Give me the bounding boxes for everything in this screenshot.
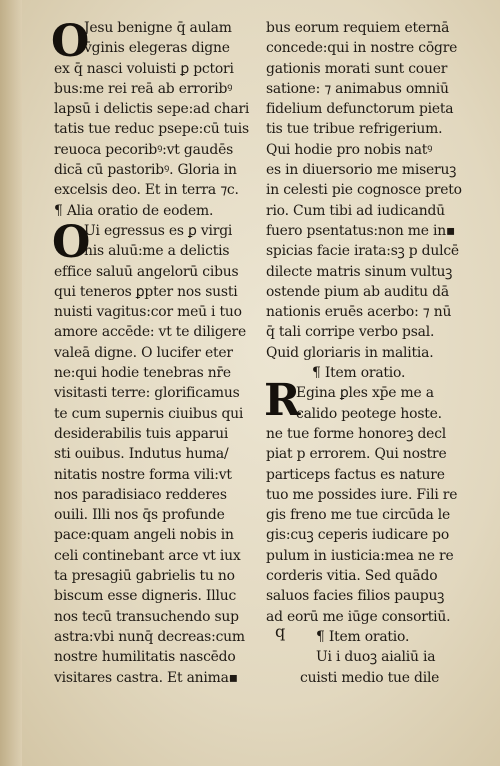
- text-line: nos tecū transuchendo sup: [54, 608, 239, 625]
- text-line: effice saluū angelorū cibus: [54, 263, 239, 280]
- text-line: nos paradisiaco redderes: [54, 486, 227, 503]
- text-line: valeā digne. O lucifer eter: [54, 344, 233, 361]
- text-line: Quid gloriaris in malitia.: [266, 344, 434, 361]
- text-line: qui teneros ꝑpter nos susti: [54, 283, 238, 300]
- text-line: satione: ⁊ animabus omniū: [266, 80, 449, 97]
- text-line: rio. Cum tibi ad iudicandū: [266, 202, 445, 219]
- text-line: bus eorum requiem eternā: [266, 20, 450, 36]
- text-line: gis:cuꝫ ceperis iudicare po: [266, 527, 450, 544]
- text-line: ouili. Illi nos q̄s profunde: [54, 507, 225, 524]
- text-line: ad eorū me iūge consortiū.: [266, 608, 451, 625]
- text-line: gationis morati sunt couer: [266, 60, 448, 77]
- drop-initial-r: R: [264, 375, 301, 426]
- text-line: biscum esse digneris. Illuc: [54, 588, 237, 605]
- text-line: nostre humilitatis nascēdo: [54, 649, 236, 666]
- text-line: fuero psentatus:non me in▪: [266, 222, 456, 239]
- text-line: excelsis deo. Et in terra ⁊c.: [54, 182, 239, 199]
- section-heading: ¶ Item oratio.: [312, 365, 406, 382]
- drop-initial-o-second: O: [52, 217, 91, 268]
- text-line: calido peotege hoste.: [296, 405, 442, 422]
- left-column: [51, 16, 260, 688]
- text-line: pulum in iusticia:mea ne re: [266, 547, 454, 564]
- text-line: ta presagiū gabrielis tu no: [54, 568, 235, 585]
- text-line: visitasti terre: glorificamus: [54, 385, 240, 402]
- text-line: sti ouibus. Indutus huma/: [54, 446, 229, 463]
- text-line: nitatis nostre forma vili:vt: [54, 466, 232, 483]
- text-line: fidelium defunctorum pieta: [266, 101, 454, 118]
- text-line: visitares castra. Et anima▪: [54, 669, 238, 686]
- text-line: reuoca pecoribꝰ:vt gaudēs: [54, 141, 234, 158]
- text-line: gis freno me tue circūda le: [266, 507, 451, 524]
- text-line: ex q̄ nasci voluisti ꝑ pctori: [54, 60, 234, 77]
- text-line: tatis tue reduc psepe:cū tuis: [54, 121, 249, 138]
- text-line: es in diuersorio me miseruꝫ: [266, 162, 457, 179]
- section-heading: ¶ Item oratio.: [316, 628, 410, 645]
- text-line: amore accēde: vt te diligere: [54, 324, 247, 341]
- page-binding-shadow: [0, 0, 22, 766]
- text-line: tis tue tribue refrigerium.: [266, 121, 443, 138]
- text-line: cuisti medio tue dile: [300, 669, 440, 686]
- text-line: Ui i duoꝫ aialiū ia: [316, 649, 436, 666]
- text-line: pace:quam angeli nobis in: [54, 527, 234, 544]
- text-line: astra:vbi nunq̄ decreas:cum: [54, 628, 245, 645]
- text-line: particeps factus es nature: [266, 466, 445, 483]
- text-line: nuisti vagitus:cor meū i tuo: [54, 304, 242, 321]
- text-line: piat p errorem. Qui nostre: [266, 446, 447, 463]
- text-line: Qui hodie pro nobis natꝰ: [266, 141, 433, 158]
- text-line: nis aluū:me a delictis: [84, 243, 230, 260]
- text-line: celi continebant arce vt iux: [54, 547, 241, 564]
- text-line: v̄ginis elegeras digne: [84, 40, 230, 57]
- text-line: saluos facies filios paupuꝫ: [266, 588, 445, 605]
- text-line: concede:qui in nostre cōgre: [266, 40, 458, 57]
- text-line: ne tue forme honoreꝫ decl: [266, 425, 447, 442]
- text-line: Egina ꝑles xp̄e me a: [296, 385, 434, 402]
- text-line: nationis eruēs acerbo: ⁊ nū: [266, 304, 452, 321]
- text-line: lapsū i delictis sepe:ad chari: [54, 101, 250, 118]
- text-line: in celesti pie cognosce preto: [266, 182, 462, 199]
- text-line: desiderabilis tuis apparui: [54, 425, 229, 442]
- text-line: Jesu benigne q̄ aulam: [84, 20, 232, 36]
- text-line: spicias facie irata:sꝫ p dulcē: [266, 243, 459, 260]
- text-line: ne:qui hodie tenebras nr̄e: [54, 365, 231, 382]
- signature-mark: q: [275, 622, 286, 641]
- text-line: ostende pium ab auditu dā: [266, 283, 449, 300]
- drop-initial-o: O: [51, 16, 90, 67]
- text-line: q̄ tali corripe verbo psal.: [266, 324, 435, 341]
- right-column: [266, 18, 472, 688]
- text-line: tuo me possides iure. Fili re: [266, 486, 458, 503]
- text-line: dicā cū pastoribꝰ. Gloria in: [54, 162, 237, 179]
- text-line: bus:me rei reā ab erroribꝰ: [54, 80, 233, 97]
- text-line: corderis vitia. Sed quādo: [266, 568, 438, 585]
- section-heading: ¶ Alia oratio de eodem.: [54, 202, 214, 219]
- text-line: dilecte matris sinum vultuꝫ: [266, 263, 453, 280]
- text-line: te cum supernis ciuibus qui: [54, 405, 244, 422]
- text-line: Ui egressus es ꝑ virgi: [84, 222, 233, 239]
